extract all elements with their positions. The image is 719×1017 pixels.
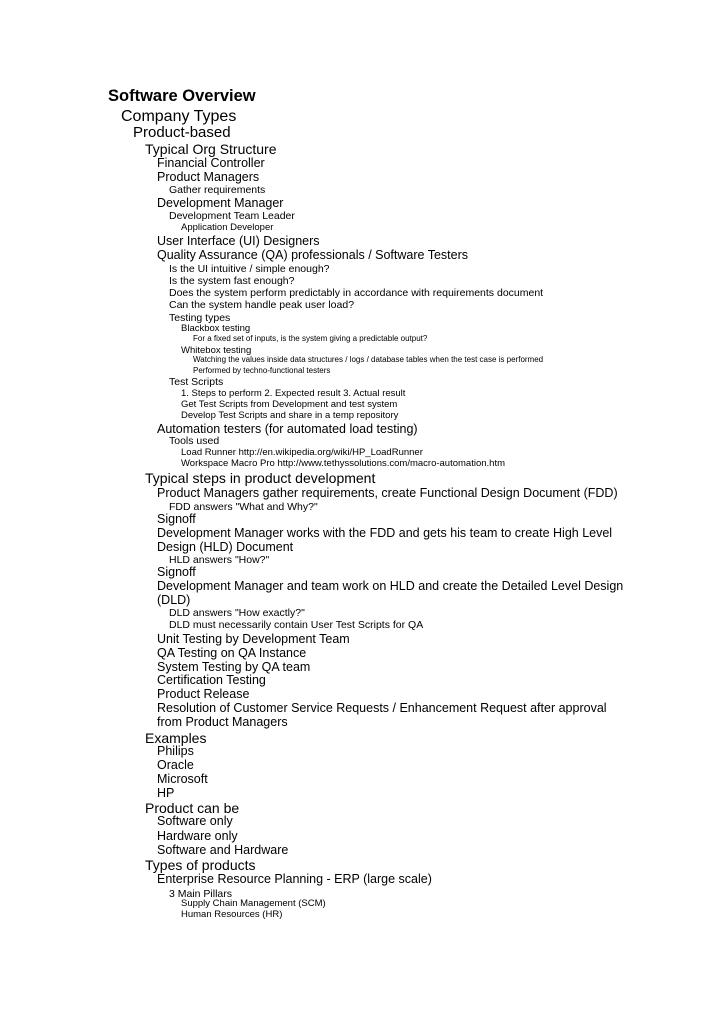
outline-item: Is the UI intuitive / simple enough? — [169, 263, 330, 275]
outline-item: Enterprise Resource Planning - ERP (large scale) — [157, 872, 432, 886]
outline-item: Examples — [145, 730, 207, 746]
outline-item: Can the system handle peak user load? — [169, 299, 355, 311]
outline-item: Product Managers — [157, 170, 260, 184]
outline-item: Typical Org Structure — [145, 141, 277, 157]
outline-item: DLD must necessarily contain User Test Scripts for QA — [169, 619, 424, 631]
outline-item: Product-based — [133, 124, 231, 141]
outline-item: Company Types — [121, 108, 237, 125]
outline-item: Load Runner http://en.wikipedia.org/wiki/HP_LoadRunner — [181, 447, 423, 458]
outline-item: For a fixed set of inputs, is the system giving a predictable output? — [193, 334, 428, 343]
outline-item: Does the system perform predictably in accordance with requirements document — [169, 287, 544, 299]
outline-item: Develop Test Scripts and share in a temp repository — [181, 410, 399, 421]
outline-item: Software only — [157, 814, 233, 828]
outline-item: Types of products — [145, 857, 256, 873]
outline-item: System Testing by QA team — [157, 660, 311, 674]
outline-item: Hardware only — [157, 829, 238, 843]
outline-item: Is the system fast enough? — [169, 275, 295, 287]
outline-item: 1. Steps to perform 2. Expected result 3. Actual result — [181, 388, 406, 399]
outline-item: Tools used — [169, 435, 220, 447]
outline-item: Signoff — [157, 512, 196, 526]
outline-item: DLD answers "How exactly?" — [169, 607, 305, 619]
outline-item: Quality Assurance (QA) professionals / Software Testers — [157, 248, 469, 262]
outline-item: Unit Testing by Development Team — [157, 632, 350, 646]
outline-item: Design (HLD) Document — [157, 540, 294, 554]
outline-item: Product Release — [157, 687, 250, 701]
outline-item: Watching the values inside data structures / logs / database tables when the test case is performed — [193, 355, 544, 364]
outline-item: HP — [157, 786, 175, 800]
outline-item: (DLD) — [157, 593, 191, 607]
outline-item: Typical steps in product development — [145, 470, 376, 486]
outline-item: Development Team Leader — [169, 210, 295, 222]
outline-item: Philips — [157, 744, 194, 758]
outline-item: Blackbox testing — [181, 323, 251, 334]
outline-item: Get Test Scripts from Development and test system — [181, 399, 398, 410]
outline-item: Development Manager — [157, 196, 284, 210]
outline-item: Microsoft — [157, 772, 208, 786]
outline-item: Automation testers (for automated load testing) — [157, 422, 418, 436]
outline-item: Whitebox testing — [181, 345, 252, 356]
outline-item: Financial Controller — [157, 156, 265, 170]
outline-item: Application Developer — [181, 222, 274, 233]
outline-item: Product can be — [145, 800, 240, 816]
outline-item: Workspace Macro Pro http://www.tethyssolutions.com/macro-automation.htm — [181, 458, 506, 469]
outline-item: QA Testing on QA Instance — [157, 646, 307, 660]
outline-item: Oracle — [157, 758, 194, 772]
outline-item: Human Resources (HR) — [181, 909, 283, 920]
outline-item: from Product Managers — [157, 715, 288, 729]
outline-item: HLD answers "How?" — [169, 554, 270, 566]
outline-item: Performed by techno-functional testers — [193, 366, 331, 375]
outline-item: Supply Chain Management (SCM) — [181, 898, 326, 909]
outline-item: Certification Testing — [157, 673, 266, 687]
outline-item: Product Managers gather requirements, create Functional Design Document (FDD) — [157, 486, 618, 500]
outline-item: Development Manager and team work on HLD and create the Detailed Level Design — [157, 579, 624, 593]
outline-item: Gather requirements — [169, 184, 266, 196]
outline-item: FDD answers "What and Why?" — [169, 501, 318, 513]
document-title: Software Overview — [108, 87, 256, 105]
outline-item: Development Manager works with the FDD and gets his team to create High Level — [157, 526, 613, 540]
outline-item: User Interface (UI) Designers — [157, 234, 320, 248]
outline-item: Testing types — [169, 312, 231, 324]
outline-item: Test Scripts — [169, 376, 224, 388]
outline-item: 3 Main Pillars — [169, 888, 233, 900]
outline-item: Software and Hardware — [157, 843, 289, 857]
outline-item: Resolution of Customer Service Requests / Enhancement Request after approval — [157, 701, 607, 715]
outline-item: Signoff — [157, 565, 196, 579]
